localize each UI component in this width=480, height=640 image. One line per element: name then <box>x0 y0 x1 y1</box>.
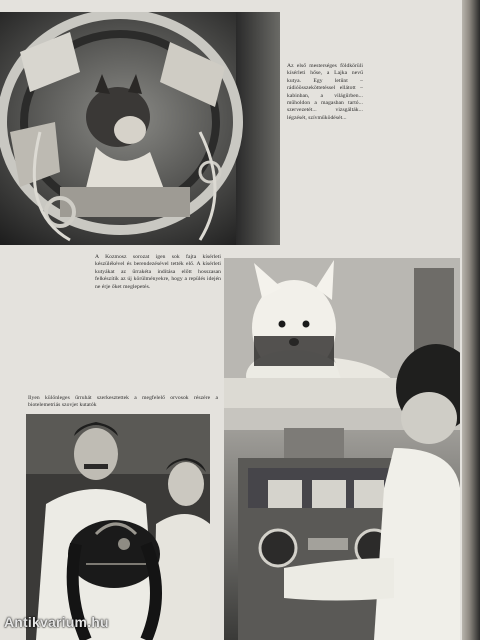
caption-kozmosz: A Kozmosz sorozat igen sok fajta kísérleti készülékével és berendezésével tették elő. A kísérleti kutyákat az űrrakéta indítása előtt hosszasan felkészítik az új körülményekre, hogy a repülés idején ne érje őket meglepetés. <box>95 254 221 290</box>
photo-dog-in-capsule <box>0 12 280 245</box>
caption-space-suit: Ilyen különleges űrruhát szerkesztettek a megfelelő orvosok részére a biotelemetriás szovjet kutatók <box>28 395 218 409</box>
book-page-edge <box>462 0 480 640</box>
caption-laika: Az első mesterséges földkörüli kísérleti hőse, a Lajka nevű kutya. Egy letűnt – rádióösszeköttetéssel ellátott – kabinban, a világűrben... műholdon a magasban tartó... szervezetét... vizsgálták... légzését, szívműködését... <box>287 63 363 121</box>
photo-scientists-suit <box>26 414 210 640</box>
photo-white-dog-laboratory <box>224 258 460 640</box>
watermark: Antikvarium.hu <box>4 614 109 630</box>
